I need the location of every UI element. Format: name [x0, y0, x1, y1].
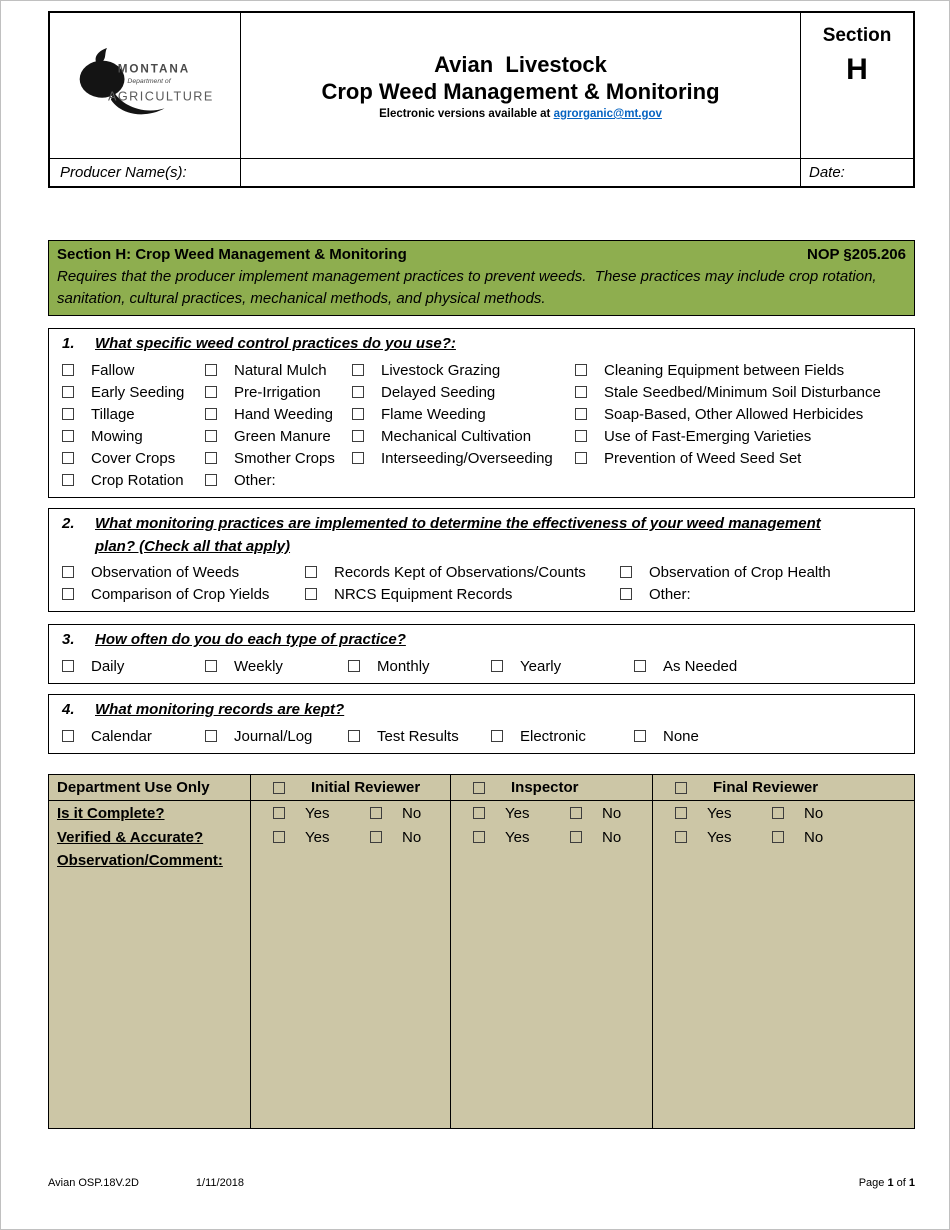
- checkbox-option: [205, 725, 348, 747]
- option-label: Natural Mulch: [234, 361, 327, 379]
- q1-column-3: [352, 359, 575, 491]
- verified-final-yes-no: Yes No: [652, 825, 914, 849]
- section-letter: H: [846, 53, 868, 86]
- observation-comment-label: Observation/Comment:: [57, 852, 223, 869]
- no-checkbox[interactable]: [570, 807, 582, 819]
- checkbox-option: [348, 655, 491, 677]
- logo-text-department: Department of: [127, 77, 171, 85]
- final-reviewer-label: Final Reviewer: [713, 779, 819, 796]
- checkbox-option: [205, 403, 352, 425]
- option-label: Electronic: [520, 727, 586, 745]
- option-label: Records Kept of Observations/Counts: [334, 563, 586, 581]
- section-cell: [800, 13, 913, 158]
- inspector-header: [450, 775, 652, 801]
- option-label: Early Seeding: [91, 383, 185, 401]
- email-link[interactable]: agrorganic@mt.gov: [553, 108, 662, 120]
- option-label: Livestock Grazing: [381, 361, 501, 379]
- final-reviewer-header: [652, 775, 914, 801]
- option-label: Interseeding/Overseeding: [381, 449, 553, 467]
- question-4-number: 4.: [62, 701, 75, 718]
- option-label: Crop Rotation: [91, 471, 184, 489]
- question-2-heading-line1: What monitoring practices are implemented to determine the effectiveness of your weed management: [95, 515, 821, 532]
- question-4-box: [48, 694, 915, 754]
- complete-inspector-yes-no: Yes No: [450, 801, 652, 825]
- page-number: Page 1 of 1: [858, 1177, 915, 1189]
- montana-agriculture-logo: [67, 46, 223, 126]
- checkbox-option: [620, 583, 902, 605]
- q1-column-1: [62, 359, 205, 491]
- checkbox-option: [62, 583, 305, 605]
- option-label: Smother Crops: [234, 449, 335, 467]
- yes-checkbox[interactable]: [273, 807, 285, 819]
- producer-name-field[interactable]: [240, 159, 800, 186]
- checkbox-option: [62, 469, 205, 491]
- yes-checkbox[interactable]: [473, 831, 485, 843]
- question-2-number: 2.: [62, 515, 75, 532]
- question-4-options: [62, 725, 902, 747]
- checkbox-option: [575, 425, 902, 447]
- complete-final-yes-no: Yes No: [652, 801, 914, 825]
- checkbox[interactable]: [205, 364, 217, 376]
- checkbox-option: [352, 403, 575, 425]
- checkbox[interactable]: [305, 566, 317, 578]
- checkbox-option: [352, 447, 575, 469]
- option-label: As Needed: [663, 657, 738, 675]
- checkbox[interactable]: [62, 430, 74, 442]
- question-1-heading: What specific weed control practices do you use?:: [95, 335, 456, 352]
- option-label: Green Manure: [234, 427, 331, 445]
- option-label: Tillage: [91, 405, 135, 423]
- observation-comment-label-cell: [49, 849, 250, 1128]
- checkbox-option: [634, 725, 699, 747]
- question-1-options: [62, 359, 902, 491]
- checkbox[interactable]: [348, 660, 360, 672]
- no-checkbox[interactable]: [772, 831, 784, 843]
- checkbox[interactable]: [491, 660, 503, 672]
- option-label: Weekly: [234, 657, 283, 675]
- checkbox[interactable]: [62, 386, 74, 398]
- question-1-box: [48, 328, 915, 498]
- option-label: Comparison of Crop Yields: [91, 585, 270, 603]
- checkbox-option: [575, 403, 902, 425]
- option-label: NRCS Equipment Records: [334, 585, 513, 603]
- checkbox[interactable]: [575, 364, 587, 376]
- option-label: Cleaning Equipment between Fields: [604, 361, 845, 379]
- form-header: [48, 11, 915, 188]
- yes-checkbox[interactable]: [675, 831, 687, 843]
- checkbox[interactable]: [352, 386, 364, 398]
- inspector-checkbox[interactable]: [473, 782, 485, 794]
- page-footer: [48, 1177, 915, 1189]
- checkbox[interactable]: [620, 566, 632, 578]
- question-1-number: 1.: [62, 335, 75, 352]
- checkbox[interactable]: [205, 660, 217, 672]
- question-2-box: [48, 508, 915, 612]
- banner-description: Requires that the producer implement management practices to prevent weeds. These practices may include crop rotation, sanitation, cultural practices, mechanical methods, and physical methods.: [57, 268, 881, 307]
- verified-inspector-yes-no: Yes No: [450, 825, 652, 849]
- checkbox-option: [205, 469, 352, 491]
- checkbox-option: [575, 447, 902, 469]
- option-label: None: [663, 727, 699, 745]
- checkbox[interactable]: [62, 452, 74, 464]
- checkbox-option: [348, 725, 491, 747]
- checkbox[interactable]: [205, 730, 217, 742]
- checkbox-option: [205, 359, 352, 381]
- checkbox-option: [62, 403, 205, 425]
- comment-area-initial[interactable]: [250, 849, 450, 1128]
- logo-text-montana: MONTANA: [117, 61, 191, 75]
- option-label: Delayed Seeding: [381, 383, 496, 401]
- option-label: Fallow: [91, 361, 135, 379]
- checkbox-option: [205, 381, 352, 403]
- option-label: Prevention of Weed Seed Set: [604, 449, 802, 467]
- option-label: Yearly: [520, 657, 562, 675]
- yes-checkbox[interactable]: [273, 831, 285, 843]
- initial-reviewer-header: [250, 775, 450, 801]
- title-cell: [240, 13, 800, 158]
- question-3-options: [62, 655, 902, 677]
- producer-row: [50, 158, 913, 186]
- option-label: Other:: [649, 585, 691, 603]
- question-3-number: 3.: [62, 631, 75, 648]
- final-reviewer-checkbox[interactable]: [675, 782, 687, 794]
- checkbox[interactable]: [62, 730, 74, 742]
- checkbox[interactable]: [205, 474, 217, 486]
- checkbox-option: [305, 583, 620, 605]
- checkbox-option: [352, 381, 575, 403]
- nop-reference: NOP §205.206: [807, 246, 906, 263]
- checkbox[interactable]: [620, 588, 632, 600]
- checkbox[interactable]: [62, 408, 74, 420]
- checkbox[interactable]: [352, 452, 364, 464]
- checkbox[interactable]: [575, 430, 587, 442]
- checkbox[interactable]: [305, 588, 317, 600]
- logo-text-agriculture: AGRICULTURE: [107, 89, 214, 104]
- comment-area-inspector[interactable]: [450, 849, 652, 1128]
- checkbox[interactable]: [575, 386, 587, 398]
- checkbox-option: [575, 359, 902, 381]
- inspector-label: Inspector: [511, 779, 579, 796]
- option-label: Cover Crops: [91, 449, 176, 467]
- checkbox[interactable]: [205, 386, 217, 398]
- date-field[interactable]: [800, 159, 913, 186]
- complete-initial-yes-no: Yes No: [250, 801, 450, 825]
- question-2-heading: [95, 512, 821, 558]
- checkbox[interactable]: [634, 730, 646, 742]
- checkbox[interactable]: [205, 408, 217, 420]
- question-4-heading: What monitoring records are kept?: [95, 701, 345, 718]
- no-checkbox[interactable]: [772, 807, 784, 819]
- checkbox[interactable]: [491, 730, 503, 742]
- checkbox-option: [62, 425, 205, 447]
- checkbox-option: [62, 381, 205, 403]
- yes-checkbox[interactable]: [675, 807, 687, 819]
- option-label: Soap-Based, Other Allowed Herbicides: [604, 405, 864, 423]
- q1-column-2: [205, 359, 352, 491]
- checkbox-option: [634, 655, 737, 677]
- subtitle-text: Electronic versions available at: [379, 108, 554, 120]
- checkbox[interactable]: [348, 730, 360, 742]
- section-h-banner: [48, 240, 915, 316]
- option-label: Calendar: [91, 727, 152, 745]
- checkbox-option: [305, 561, 620, 583]
- producer-name-label: Producer Name(s):: [60, 164, 187, 181]
- comment-area-final[interactable]: [652, 849, 914, 1128]
- checkbox-option: [62, 447, 205, 469]
- option-label: Pre-Irrigation: [234, 383, 321, 401]
- option-label: Hand Weeding: [234, 405, 333, 423]
- q1-column-4: [575, 359, 902, 491]
- checkbox-option: [491, 655, 634, 677]
- checkbox-option: [205, 655, 348, 677]
- option-label: Daily: [91, 657, 125, 675]
- checkbox[interactable]: [575, 452, 587, 464]
- form-title-line1: Avian Livestock: [434, 52, 607, 77]
- date-label: Date:: [809, 164, 845, 181]
- option-label: Journal/Log: [234, 727, 313, 745]
- no-checkbox[interactable]: [370, 831, 382, 843]
- no-checkbox[interactable]: [570, 831, 582, 843]
- checkbox-option: [491, 725, 634, 747]
- checkbox[interactable]: [62, 364, 74, 376]
- checkbox[interactable]: [575, 408, 587, 420]
- checkbox-option: [205, 425, 352, 447]
- option-label: Other:: [234, 471, 276, 489]
- option-label: Stale Seedbed/Minimum Soil Disturbance: [604, 383, 881, 401]
- checkbox-option: [62, 561, 305, 583]
- initial-reviewer-label: Initial Reviewer: [311, 779, 421, 796]
- checkbox[interactable]: [62, 588, 74, 600]
- initial-reviewer-checkbox[interactable]: [273, 782, 285, 794]
- checkbox[interactable]: [205, 452, 217, 464]
- banner-title: Section H: Crop Weed Management & Monitoring: [57, 246, 407, 263]
- document-date: 1/11/2018: [195, 1177, 245, 1189]
- dept-use-only-header: Department Use Only: [49, 775, 250, 801]
- checkbox[interactable]: [352, 364, 364, 376]
- yes-checkbox[interactable]: [473, 807, 485, 819]
- question-3-box: [48, 624, 915, 684]
- checkbox[interactable]: [62, 474, 74, 486]
- verified-initial-yes-no: Yes No: [250, 825, 450, 849]
- question-3-heading: How often do you do each type of practice?: [95, 631, 406, 648]
- checkbox[interactable]: [62, 660, 74, 672]
- option-label: Use of Fast-Emerging Varieties: [604, 427, 812, 445]
- checkbox[interactable]: [634, 660, 646, 672]
- checkbox-option: [62, 359, 205, 381]
- option-label: Test Results: [377, 727, 459, 745]
- no-checkbox[interactable]: [370, 807, 382, 819]
- logo-cell: [50, 13, 240, 158]
- option-label: Flame Weeding: [381, 405, 486, 423]
- document-id: Avian OSP.18V.2D: [48, 1177, 139, 1189]
- checkbox-option: [352, 425, 575, 447]
- checkbox-option: [62, 655, 205, 677]
- is-it-complete-row-label: Is it Complete?: [57, 804, 165, 822]
- question-2-options: [62, 561, 902, 605]
- option-label: Monthly: [377, 657, 430, 675]
- department-use-table: [48, 774, 915, 1129]
- form-title-line2: Crop Weed Management & Monitoring: [321, 79, 720, 104]
- checkbox-option: [62, 725, 205, 747]
- option-label: Observation of Weeds: [91, 563, 240, 581]
- option-label: Observation of Crop Health: [649, 563, 831, 581]
- checkbox-option: [620, 561, 902, 583]
- option-label: Mowing: [91, 427, 143, 445]
- checkbox[interactable]: [205, 430, 217, 442]
- section-label: Section: [822, 25, 892, 46]
- checkbox[interactable]: [352, 430, 364, 442]
- option-label: Mechanical Cultivation: [381, 427, 532, 445]
- verified-accurate-row-label: Verified & Accurate?: [57, 828, 204, 846]
- checkbox[interactable]: [62, 566, 74, 578]
- checkbox-option: [352, 359, 575, 381]
- electronic-versions-note: [379, 108, 662, 120]
- checkbox-option: [205, 447, 352, 469]
- checkbox-option: [575, 381, 902, 403]
- question-2-heading-line2: plan? (Check all that apply): [95, 538, 291, 555]
- checkbox[interactable]: [352, 408, 364, 420]
